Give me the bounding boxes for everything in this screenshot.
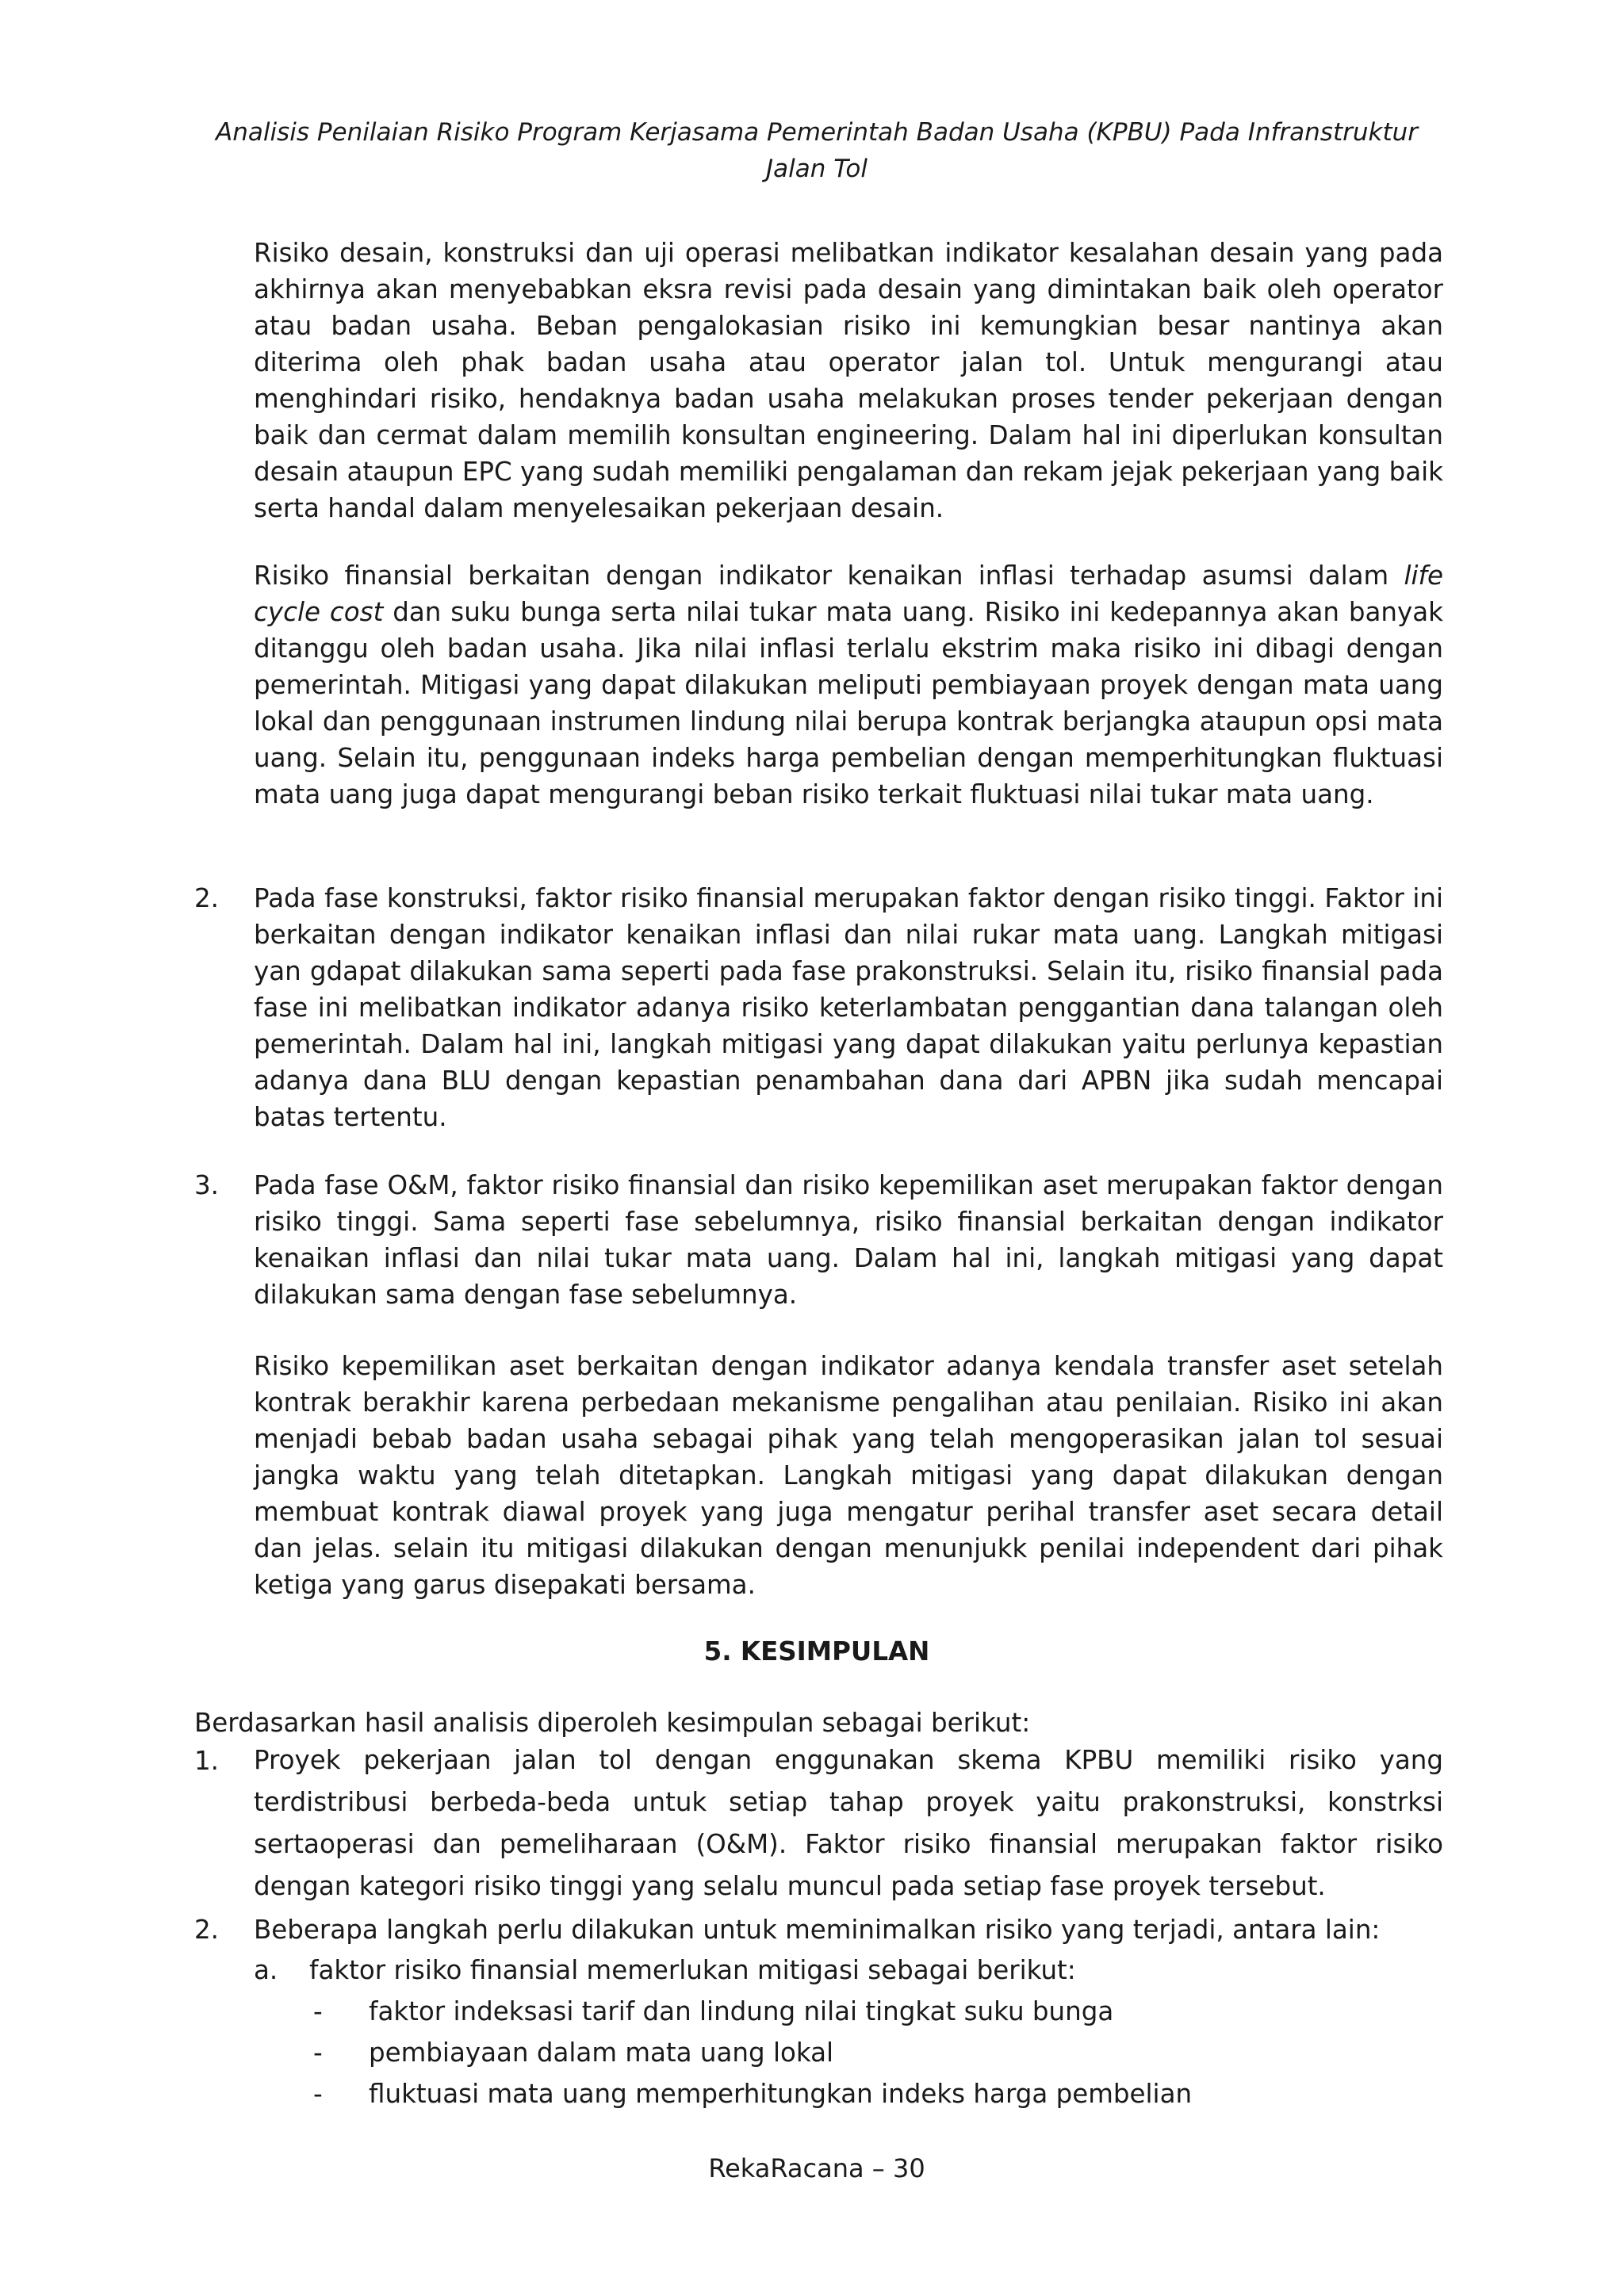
paragraph-financial-risk <box>254 557 1443 813</box>
page-footer: RekaRacana – 30 <box>708 2153 925 2183</box>
sub-item-a-financial-mitigation: faktor risiko finansial memerlukan mitigasi sebagai berikut: <box>309 1955 1076 1985</box>
sub-item-marker-a: a. <box>254 1955 278 1985</box>
running-header <box>190 114 1443 187</box>
conclusion-number-1: 1. <box>194 1746 220 1776</box>
list-item-om-phase: Pada fase O&M, faktor risiko finansial dan risiko kepemilikan aset merupakan faktor dengan risiko tinggi. Sama seperti fase sebelumnya, risiko finansial berkaitan dengan indikator kenaikan inflasi dan nilai tukar mata uang. Dalam hal ini, langkah mitigasi yang dapat dilakukan sama dengan fase sebelumnya. <box>254 1170 1443 1310</box>
paragraph-asset-ownership-risk: Risiko kepemilikan aset berkaitan dengan indikator adanya kendala transfer aset setelah kontrak berakhir karena perbedaan mekanisme pengalihan atau penilaian. Risiko ini akan menjadi bebab badan usaha sebagai pihak yang telah mengoperasikan jalan tol sesuai jangka waktu yang telah ditetapkan. Langkah mitigasi yang dapat dilakukan dengan membuat kontrak diawal proyek yang juga mengatur perihal transfer aset secara detail dan jelas. selain itu mitigasi dilakukan dengan menunjukk penilai independent dari pihak ketiga yang garus disepakati bersama. <box>254 1351 1443 1600</box>
running-header-line2: Jalan Tol <box>766 155 868 183</box>
financial-text-after: dan suku bunga serta nilai tukar mata uang. Risiko ini kedepannya akan banyak ditanggu oleh badan usaha. Jika nilai inflasi terlalu ekstrim maka risiko ini dibagi dengan pemerintah. Mitigasi yang dapat dilakukan meliputi pembiayaan proyek dengan mata uang lokal dan penggunaan instrumen lindung nilai berupa kontrak berjangka ataupun opsi mata uang. Selain itu, penggunaan indeks harga pembelian dengan memperhitungkan fluktuasi mata uang juga dapat mengurangi beban risiko terkait fluktuasi nilai tukar mata uang. <box>254 597 1443 809</box>
list-number-2: 2. <box>194 883 220 913</box>
conclusion-number-2: 2. <box>194 1915 220 1945</box>
conclusion-item-1: Proyek pekerjaan jalan tol dengan enggunakan skema KPBU memiliki risiko yang terdistribusi berbeda-beda untuk setiap tahap proyek yaitu prakonstruksi, konstrksi sertaoperasi dan pemeliharaan (O&M). Faktor risiko finansial merupakan faktor risiko dengan kategori risiko tinggi yang selalu muncul pada setiap fase proyek tersebut. <box>254 1745 1443 1901</box>
list-item-construction-phase: Pada fase konstruksi, faktor risiko finansial merupakan faktor dengan risiko tinggi. Faktor ini berkaitan dengan indikator kenaikan inflasi dan nilai rukar mata uang. Langkah mitigasi yan gdapat dilakukan sama seperti pada fase prakonstruksi. Selain itu, risiko finansial pada fase ini melibatkan indikator adanya risiko keterlambatan penggantian dana talangan oleh pemerintah. Dalam hal ini, langkah mitigasi yang dapat dilakukan yaitu perlunya kepastian adanya dana BLU dengan kepastian penambahan dana dari APBN jika sudah mencapai batas tertentu. <box>254 883 1443 1132</box>
bullet-dash: - <box>313 2038 323 2068</box>
bullet-dash: - <box>313 2079 323 2109</box>
bullet-dash: - <box>313 1996 323 2026</box>
conclusion-item-2: Beberapa langkah perlu dilakukan untuk meminimalkan risiko yang terjadi, antara lain: <box>254 1915 1381 1945</box>
section-heading-kesimpulan: 5. KESIMPULAN <box>703 1636 930 1667</box>
running-header-line1: Analisis Penilaian Risiko Program Kerjasama Pemerintah Badan Usaha (KPBU) Pada Infranstruktur <box>215 118 1418 147</box>
bullet-item-currency-fluctuation: fluktuasi mata uang memperhitungkan indeks harga pembelian <box>369 2079 1193 2109</box>
bullet-item-local-currency: pembiayaan dalam mata uang lokal <box>369 2038 834 2068</box>
list-number-3: 3. <box>194 1170 220 1200</box>
financial-text-before: Risiko finansial berkaitan dengan indikator kenaikan inflasi terhadap asumsi dalam <box>254 561 1404 591</box>
bullet-item-tariff-indexation: faktor indeksasi tarif dan lindung nilai tingkat suku bunga <box>369 1996 1114 2026</box>
life-cycle-cost-term: life cycle cost <box>254 561 1443 627</box>
paragraph-design-risk: Risiko desain, konstruksi dan uji operasi melibatkan indikator kesalahan desain yang pada akhirnya akan menyebabkan eksra revisi pada desain yang dimintakan baik oleh operator atau badan usaha. Beban pengalokasian risiko ini kemungkian besar nantinya akan diterima oleh phak badan usaha atau operator jalan tol. Untuk mengurangi atau menghindari risiko, hendaknya badan usaha melakukan proses tender pekerjaan dengan baik dan cermat dalam memilih konsultan engineering. Dalam hal ini diperlukan konsultan desain ataupun EPC yang sudah memiliki pengalaman dan rekam jejak pekerjaan yang baik serta handal dalam menyelesaikan pekerjaan desain. <box>254 238 1443 523</box>
conclusion-intro: Berdasarkan hasil analisis diperoleh kesimpulan sebagai berikut: <box>194 1708 1031 1738</box>
